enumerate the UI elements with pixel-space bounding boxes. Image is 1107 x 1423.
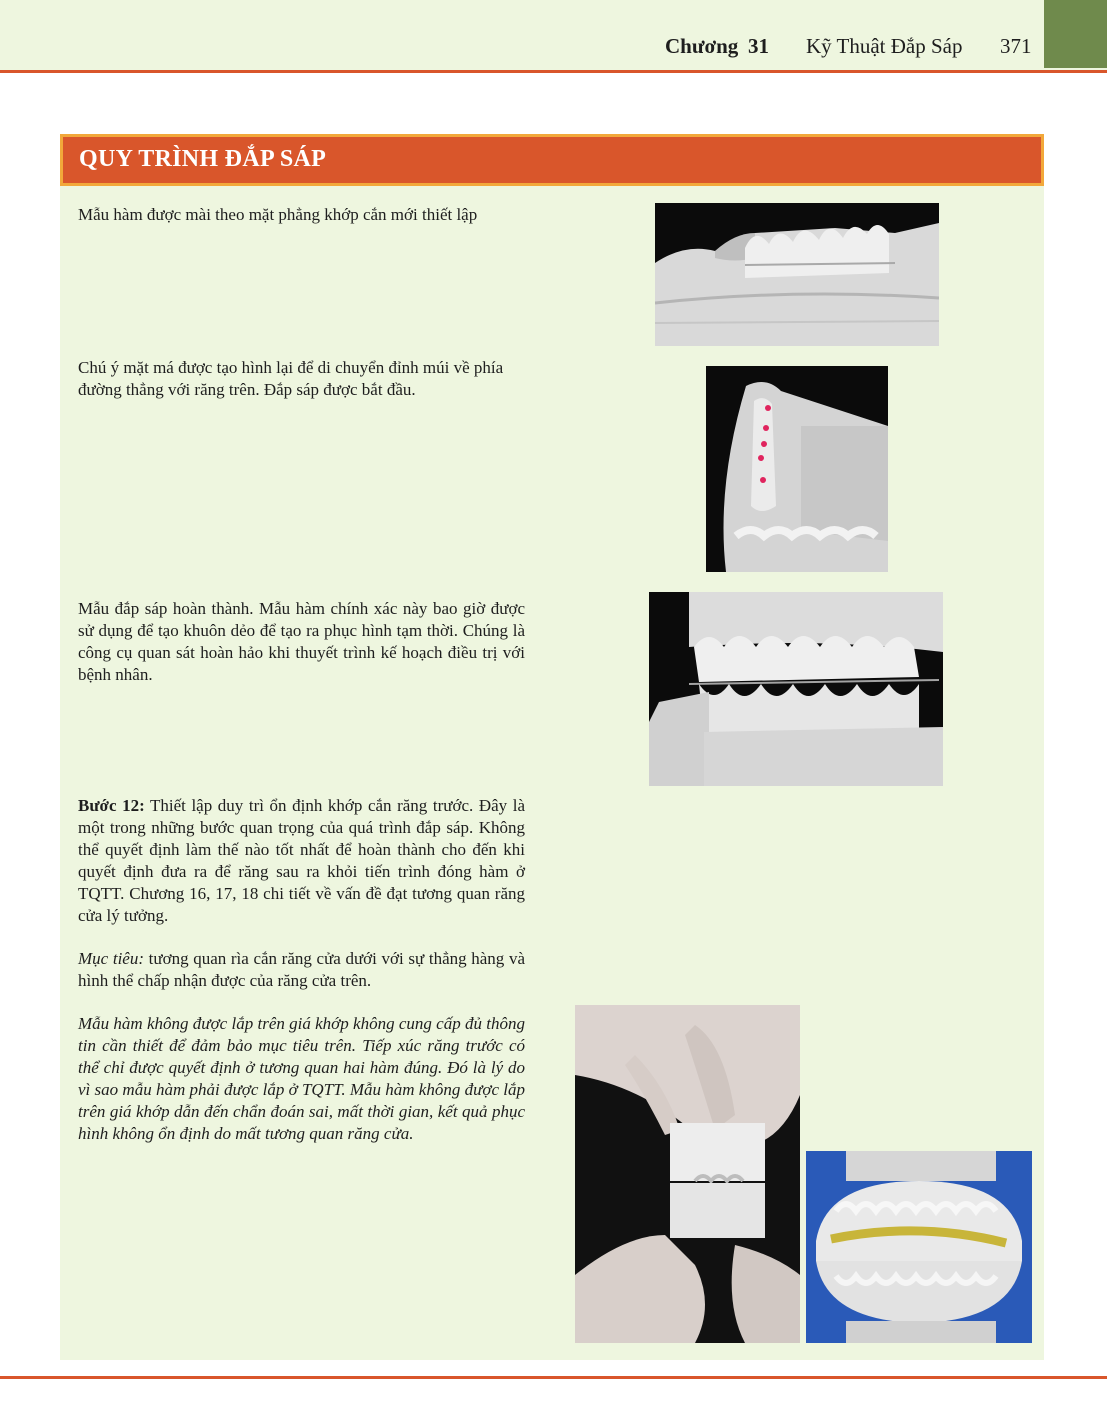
- footer-rule: [0, 1376, 1107, 1379]
- photo-articulated-models: [806, 1151, 1032, 1343]
- goal-label: Mục tiêu:: [78, 949, 144, 968]
- paragraph-2: Chú ý mặt má được tạo hình lại để di chuyển đỉnh múi về phía đường thẳng với răng trên. Đắp sáp được bắt đầu.: [78, 358, 504, 399]
- goal-text: tương quan rìa cắn răng cửa dưới với sự thẳng hàng và hình thể chấp nhận được của răng cửa trên.: [78, 949, 525, 990]
- photo-handheld-models: [575, 1005, 800, 1343]
- step-label: Bước 12:: [78, 796, 145, 815]
- photo-completed-waxup: [649, 592, 943, 786]
- paragraph-5: [78, 948, 525, 992]
- step-text: Thiết lập duy trì ổn định khớp cắn răng trước. Đây là một trong những bước quan trọng của quá trình đắp sáp. Không thể quyết định làm thế nào tốt nhất để hoàn thành cho đến khi quyết định đưa ra để răng sau ra khỏi tiến trình đóng hàm ở TQTT. Chương 16, 17, 18 chi tiết về vấn đề đạt tương quan răng cửa lý tưởng.: [78, 796, 525, 925]
- photo-trimmed-model: [655, 203, 939, 346]
- chapter-label: Chương: [665, 34, 739, 58]
- chapter-title: Kỹ Thuật Đắp Sáp: [806, 34, 963, 58]
- paragraph-6: Mẫu hàm không được lắp trên giá khớp không cung cấp đủ thông tin cần thiết để đảm bảo mục tiêu trên. Tiếp xúc răng trước có thể chỉ được quyết định ở tương quan hai hàm đúng. Đó là lý do vì sao mẫu hàm phải được lắp ở TQTT. Mẫu hàm không được lắp trên giá khớp dẫn đến chẩn đoán sai, mất thời gian, kết quả phục hình không ổn định do mất tương quan răng cửa.: [78, 1014, 525, 1143]
- chapter-tab: [1044, 0, 1107, 68]
- section-title: QUY TRÌNH ĐẮP SÁP: [79, 146, 327, 172]
- chapter-number: 31: [748, 34, 769, 58]
- paragraph-1: Mẫu hàm được mài theo mặt phẳng khớp cắn mới thiết lập: [78, 205, 478, 224]
- page-number: 371: [1000, 34, 1032, 58]
- header-rule: [0, 70, 1107, 73]
- paragraph-4: [78, 795, 525, 927]
- section-title-bar: [60, 134, 1044, 186]
- photo-occlusal-view: [706, 366, 888, 572]
- paragraph-3: Mẫu đắp sáp hoàn thành. Mẫu hàm chính xác này bao giờ được sử dụng để tạo khuôn dẻo để tạo ra phục hình tạm thời. Chúng là công cụ quan sát hoàn hảo khi thuyết trình kế hoạch điều trị với bệnh nhân.: [78, 599, 525, 684]
